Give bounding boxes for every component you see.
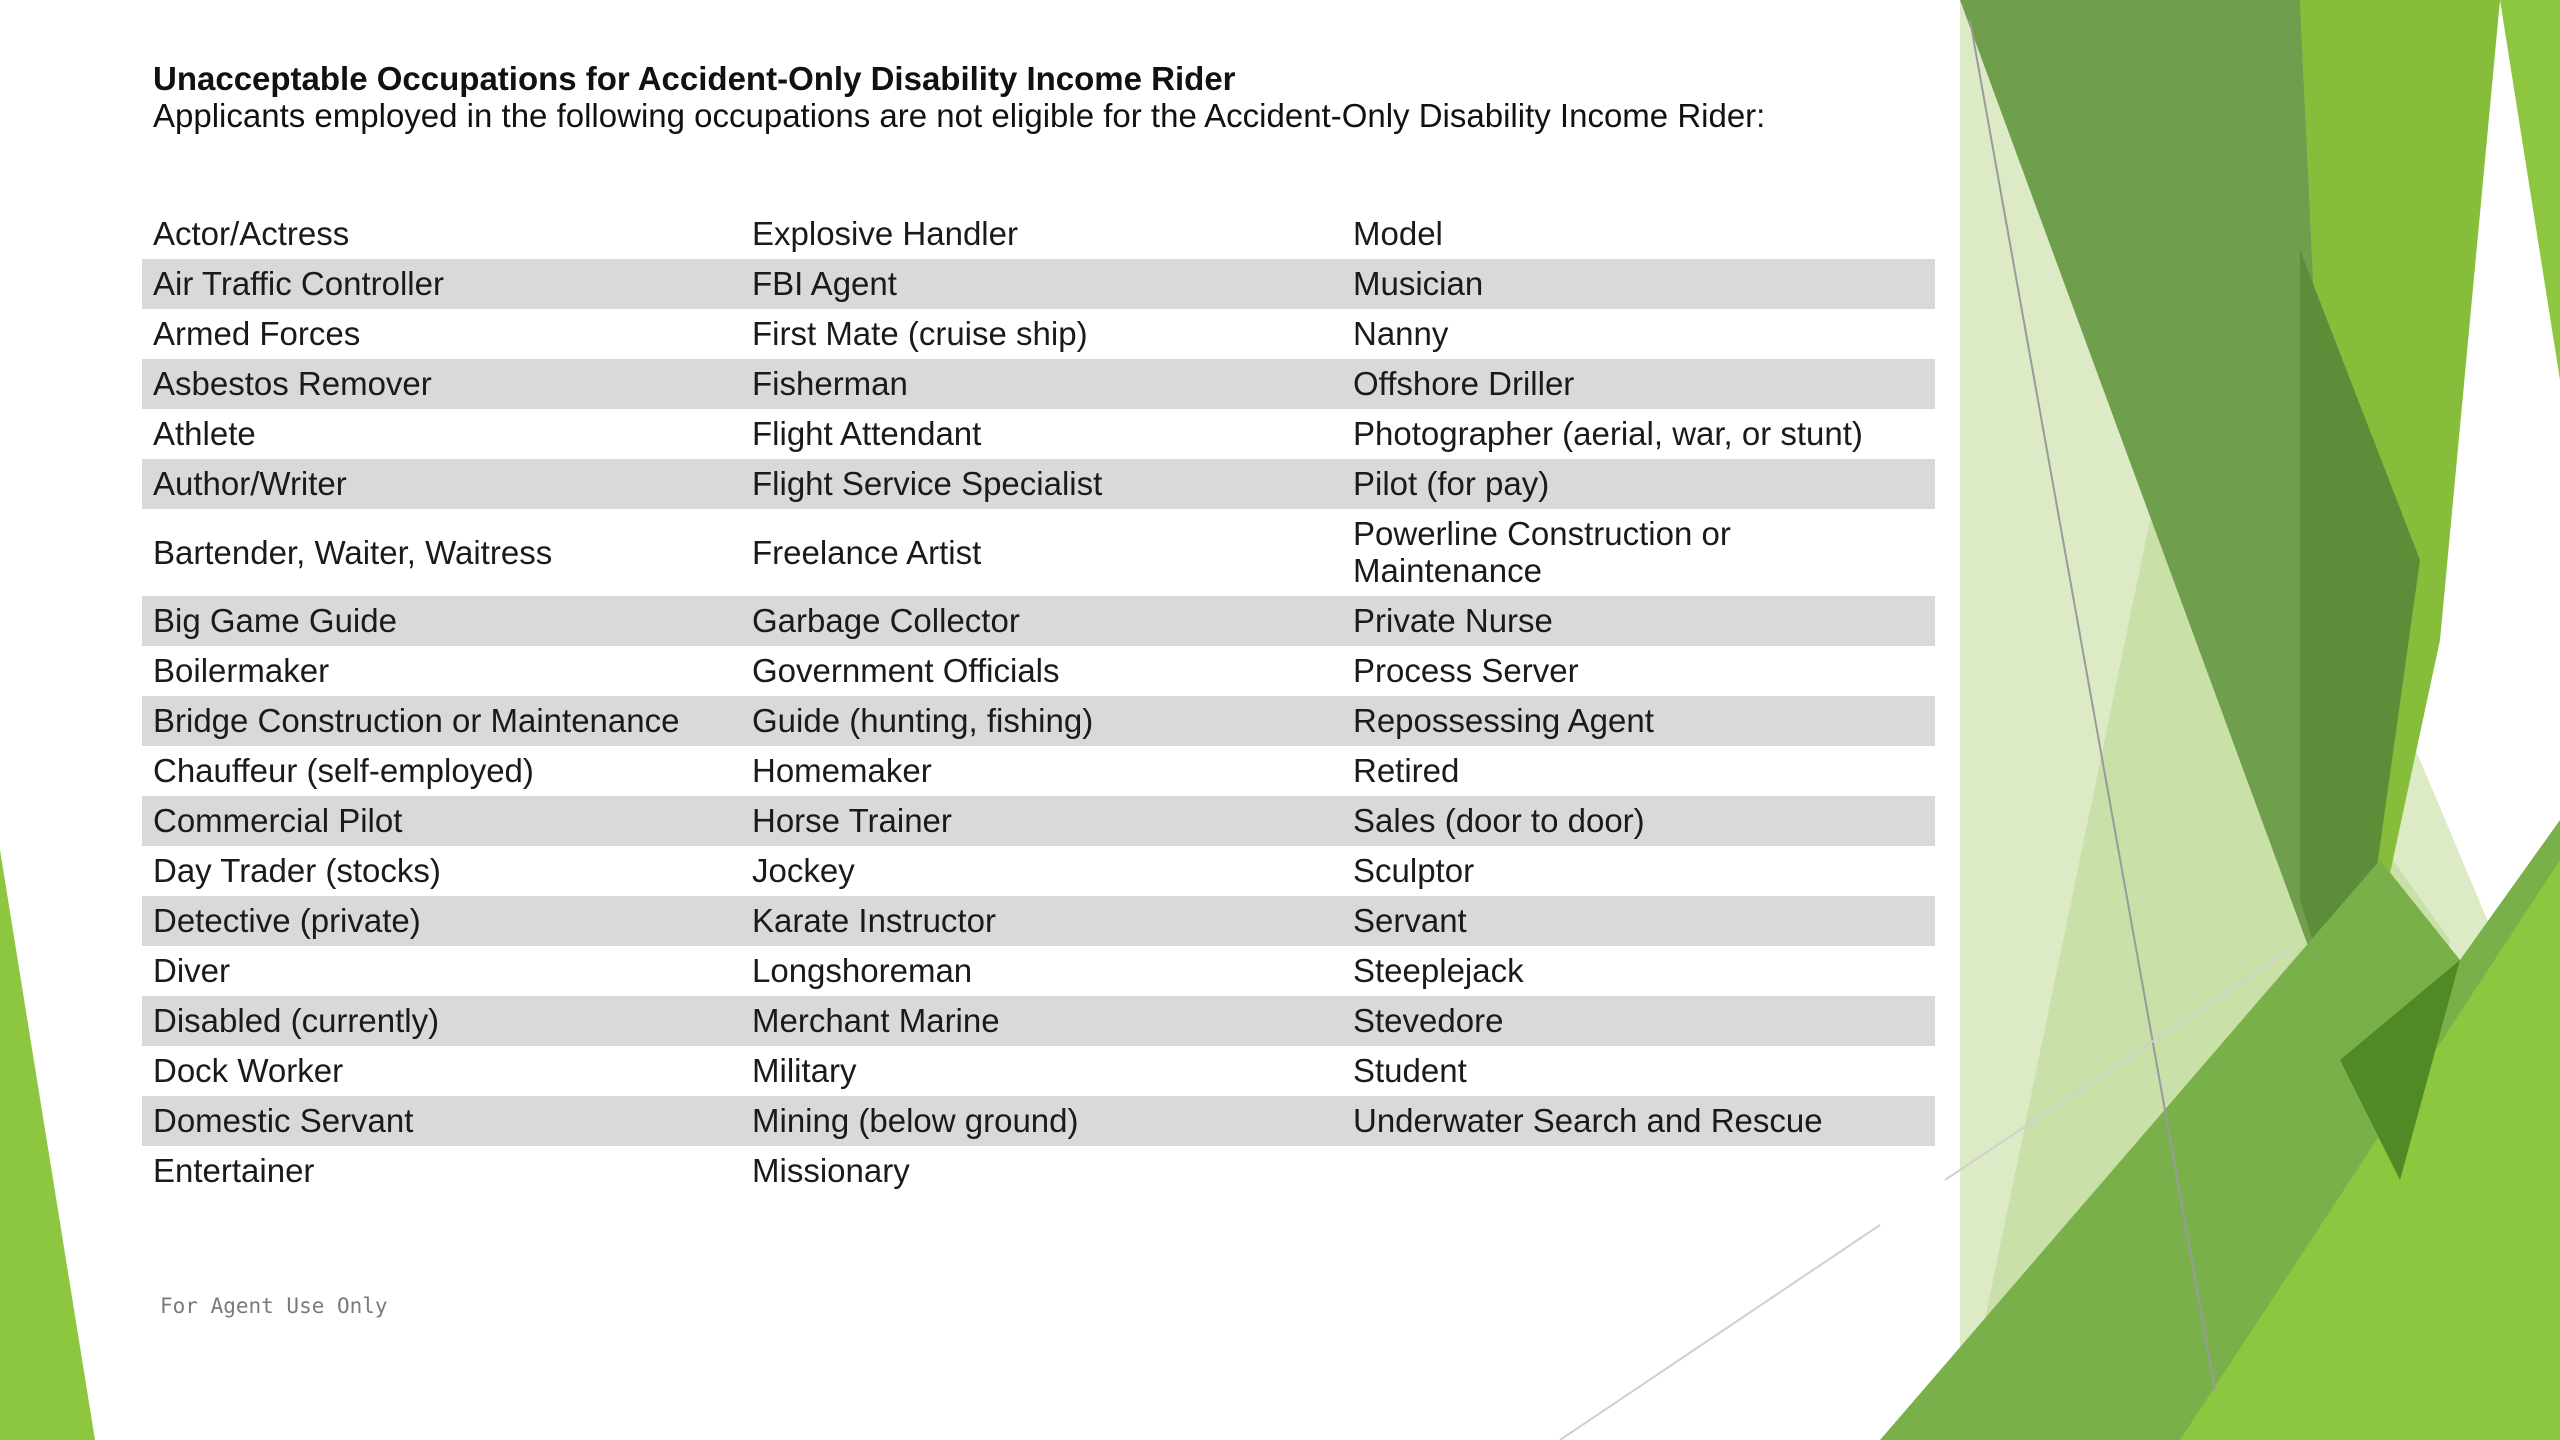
occupation-cell: Commercial Pilot — [142, 796, 741, 846]
table-row — [142, 409, 1935, 459]
occupation-cell: Nanny — [1342, 309, 1935, 359]
occupation-cell: Diver — [142, 946, 741, 996]
occupation-cell: Servant — [1342, 896, 1935, 946]
occupation-cell: Steeplejack — [1342, 946, 1935, 996]
occupation-cell: Sales (door to door) — [1342, 796, 1935, 846]
occupation-cell: Bridge Construction or Maintenance — [142, 696, 741, 746]
occupation-cell: Domestic Servant — [142, 1096, 741, 1146]
occupation-cell: Boilermaker — [142, 646, 741, 696]
occupation-cell: Student — [1342, 1046, 1935, 1096]
occupation-cell: Dock Worker — [142, 1046, 741, 1096]
occupation-cell: Private Nurse — [1342, 596, 1935, 646]
occupation-cell: Big Game Guide — [142, 596, 741, 646]
occupation-cell: Sculptor — [1342, 846, 1935, 896]
occupation-cell: Karate Instructor — [741, 896, 1342, 946]
occupation-cell: Armed Forces — [142, 309, 741, 359]
footer-note: For Agent Use Only — [160, 1294, 388, 1318]
occupation-cell: Garbage Collector — [741, 596, 1342, 646]
occupation-cell: Disabled (currently) — [142, 996, 741, 1046]
table-row — [142, 459, 1935, 509]
occupation-cell: Offshore Driller — [1342, 359, 1935, 409]
table-row — [142, 796, 1935, 846]
occupation-cell: Retired — [1342, 746, 1935, 796]
occupation-cell: Entertainer — [142, 1146, 741, 1196]
occupation-cell: Chauffeur (self-employed) — [142, 746, 741, 796]
occupation-cell: Longshoreman — [741, 946, 1342, 996]
occupation-cell: Day Trader (stocks) — [142, 846, 741, 896]
table-row — [142, 746, 1935, 796]
document-title: Unacceptable Occupations for Accident-Only Disability Income Rider — [153, 60, 1236, 97]
table-row — [142, 646, 1935, 696]
table-row — [142, 359, 1935, 409]
occupation-cell: Author/Writer — [142, 459, 741, 509]
table-row — [142, 846, 1935, 896]
occupation-cell: Pilot (for pay) — [1342, 459, 1935, 509]
occupation-cell: Flight Attendant — [741, 409, 1342, 459]
occupation-cell: Mining (below ground) — [741, 1096, 1342, 1146]
table-row — [142, 1146, 1935, 1196]
table-row — [142, 996, 1935, 1046]
table-row — [142, 1046, 1935, 1096]
occupation-cell: Stevedore — [1342, 996, 1935, 1046]
table-row — [142, 259, 1935, 309]
occupation-cell: Government Officials — [741, 646, 1342, 696]
occupation-cell: Process Server — [1342, 646, 1935, 696]
occupation-cell: Jockey — [741, 846, 1342, 896]
occupation-cell: Homemaker — [741, 746, 1342, 796]
occupation-cell: Freelance Artist — [741, 509, 1342, 596]
occupation-cell: Repossessing Agent — [1342, 696, 1935, 746]
table-row — [142, 696, 1935, 746]
table-row — [142, 946, 1935, 996]
occupation-cell: Explosive Handler — [741, 209, 1342, 259]
occupation-cell: Powerline Construction or Maintenance — [1342, 509, 1935, 596]
occupation-cell: Bartender, Waiter, Waitress — [142, 509, 741, 596]
table-row — [142, 509, 1935, 596]
occupation-cell: Model — [1342, 209, 1935, 259]
occupation-cell: Actor/Actress — [142, 209, 741, 259]
table-row — [142, 1096, 1935, 1146]
occupations-table — [142, 209, 1935, 1196]
occupation-cell: Musician — [1342, 259, 1935, 309]
occupation-cell: FBI Agent — [741, 259, 1342, 309]
occupation-cell: Detective (private) — [142, 896, 741, 946]
occupation-cell: Military — [741, 1046, 1342, 1096]
occupation-cell — [1342, 1146, 1935, 1196]
table-row — [142, 209, 1935, 259]
occupation-cell: Horse Trainer — [741, 796, 1342, 846]
occupation-cell: Photographer (aerial, war, or stunt) — [1342, 409, 1935, 459]
table-row — [142, 596, 1935, 646]
document-intro: Applicants employed in the following occupations are not eligible for the Accident-Only Disability Income Rider: — [153, 97, 1766, 134]
occupation-cell: Missionary — [741, 1146, 1342, 1196]
occupation-cell: Merchant Marine — [741, 996, 1342, 1046]
occupation-cell: Air Traffic Controller — [142, 259, 741, 309]
occupation-cell: Underwater Search and Rescue — [1342, 1096, 1935, 1146]
occupation-cell: Flight Service Specialist — [741, 459, 1342, 509]
occupation-cell: Athlete — [142, 409, 741, 459]
occupation-cell: First Mate (cruise ship) — [741, 309, 1342, 359]
occupation-cell: Fisherman — [741, 359, 1342, 409]
occupation-cell: Guide (hunting, fishing) — [741, 696, 1342, 746]
table-row — [142, 896, 1935, 946]
table-row — [142, 309, 1935, 359]
occupation-cell: Asbestos Remover — [142, 359, 741, 409]
